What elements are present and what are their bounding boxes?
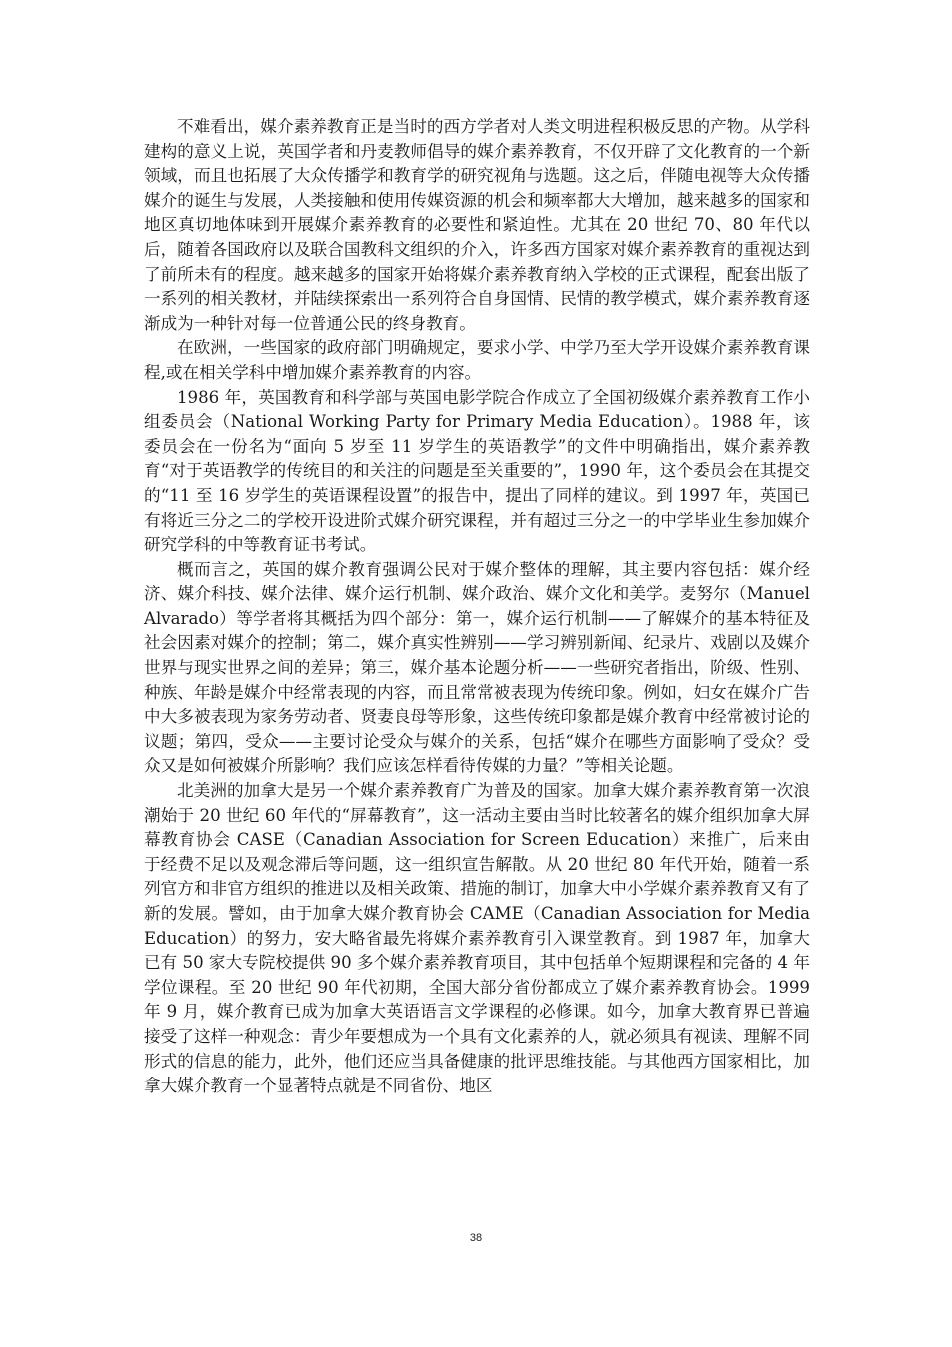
document-body	[144, 115, 810, 1099]
paragraph: 在欧洲，一些国家的政府部门明确规定，要求小学、中学乃至大学开设媒介素养教育课程,或在相关学科中增加媒介素养教育的内容。	[144, 338, 810, 382]
page-number: 38	[469, 1232, 483, 1244]
paragraph: 北美洲的加拿大是另一个媒介素养教育广为普及的国家。加拿大媒介素养教育第一次浪潮始于 20 世纪 60 年代的“屏幕教育”，这一活动主要由当时比较著名的媒介组织加拿大屏幕教育协会 CASE（Canadian Association for Screen Education）来推广，后来由于经费不足以及观念滞后等问题，这一组织宣告解散。从 20 世纪 80 年代开始，随着一系列官方和非官方组织的推进以及相关政策、措施的制订，加拿大中小学媒介素养教育又有了新的发展。譬如，由于加拿大媒介教育协会 CAME（Canadian Association for Media Education）的努力，安大略省最先将媒介素养教育引入课堂教育。到 1987 年，加拿大已有 50 家大专院校提供 90 多个媒介素养教育项目，其中包括单个短期课程和完备的 4 年学位课程。至 20 世纪 90 年代初期，全国大部分省份都成立了媒介素养教育协会。1999 年 9 月，媒介教育已成为加拿大英语语言文学课程的必修课。如今，加拿大教育界已普遍接受了这样一种观念：青少年要想成为一个具有文化素养的人，就必须具有视读、理解不同形式的信息的能力，此外，他们还应当具备健康的批评思维技能。与其他西方国家相比，加拿大媒介教育一个显著特点就是不同省份、地区	[144, 781, 810, 1096]
paragraph: 1986 年，英国教育和科学部与英国电影学院合作成立了全国初级媒介素养教育工作小组委员会（National Working Party for Primary Media Education）。1988 年，该委员会在一份名为“面向 5 岁至 11 岁学生的英语教学”的文件中明确指出，媒介素养教育“对于英语教学的传统目的和关注的问题是至关重要的”，1990 年，这个委员会在其提交的“11 至 16 岁学生的英语课程设置”的报告中，提出了同样的建议。到 1997 年，英国已有将近三分之二的学校开设进阶式媒介研究课程，并有超过三分之一的中学毕业生参加媒介研究学科的中等教育证书考试。	[144, 387, 810, 555]
paragraph: 不难看出，媒介素养教育正是当时的西方学者对人类文明进程积极反思的产物。从学科建构的意义上说，英国学者和丹麦教师倡导的媒介素养教育，不仅开辟了文化教育的一个新领域，而且也拓展了大众传播学和教育学的研究视角与选题。这之后，伴随电视等大众传播媒介的诞生与发展，人类接触和使用传媒资源的机会和频率都大大增加，越来越多的国家和地区真切地体味到开展媒介素养教育的必要性和紧迫性。尤其在 20 世纪 70、80 年代以后，随着各国政府以及联合国教科文组织的介入，许多西方国家对媒介素养教育的重视达到了前所未有的程度。越来越多的国家开始将媒介素养教育纳入学校的正式课程，配套出版了一系列的相关教材，并陆续探索出一系列符合自身国情、民情的教学模式，媒介素养教育逐渐成为一种针对每一位普通公民的终身教育。	[144, 117, 810, 333]
paragraph: 概而言之，英国的媒介教育强调公民对于媒介整体的理解，其主要内容包括：媒介经济、媒介科技、媒介法律、媒介运行机制、媒介政治、媒介文化和美学。麦努尔（Manuel Alvarado）等学者将其概括为四个部分：第一，媒介运行机制——了解媒介的基本特征及社会因素对媒介的控制；第二，媒介真实性辨别——学习辨别新闻、纪录片、戏剧以及媒介世界与现实世界之间的差异；第三，媒介基本论题分析——一些研究者指出，阶级、性别、种族、年龄是媒介中经常表现的内容，而且常常被表现为传统印象。例如，妇女在媒介广告中大多被表现为家务劳动者、贤妻良母等形象，这些传统印象都是媒介教育中经常被讨论的议题；第四，受众——主要讨论受众与媒介的关系，包括“媒介在哪些方面影响了受众？受众又是如何被媒介所影响？我们应该怎样看待传媒的力量？”等相关论题。	[144, 559, 810, 776]
